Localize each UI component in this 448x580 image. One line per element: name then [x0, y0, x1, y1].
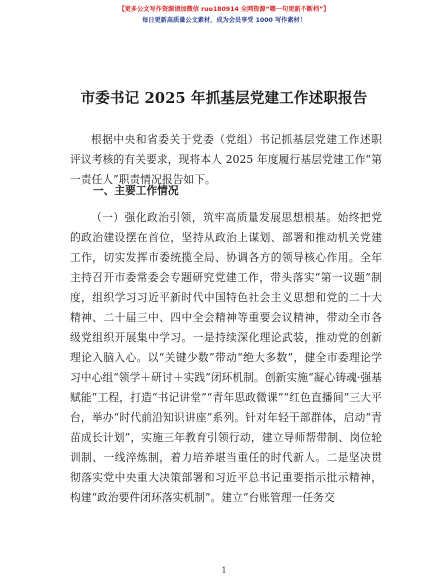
document-title: 市委书记 2025 年抓基层党建工作述职报告: [80, 90, 368, 107]
promo-banner-line2: 每日更新高质量公文素材，成为会员享受 1000 写作素材！: [142, 17, 306, 24]
body-paragraph: （一）强化政治引领，筑牢高质量发展思想根基。始终把党的政治建设摆在首位，坚持从政治上谋划、部署和推动机关党建工作，切实发挥市委统揽全局、协调各方的领导核心作用。全年主持召开市委常委会专题研究党建工作，带头落实“第一议题”制度，组织学习习近平新时代中国特色社会主义思想和党的二十大精神、二十届三中、四中全会精神等重要会议精神，带动全市各级党组织开展集中学习。一是持续深化理论武装，推动党的创新理论入脑入心。以“关键少数”带动“绝大多数”，健全市委理论学习中心组“领学＋研讨＋实践”闭环机制。创新实施“凝心铸魂·强基赋能”工程，打造“书记讲堂”“青年思政微课”“红色直播间”三大平台，举办“时代前沿知识讲座”系列。针对年轻干部群体，启动“青苗成长计划”，实施三年教育引领行动，建立导师帮带制、岗位轮训制、一线淬炼制，着力培养堪当重任的时代新人。二是坚决贯彻落实党中央重大决策部署和习近平总书记重要指示批示精神，构建“政治要件闭环落实机制”。建立“台账管理一任务交: [70, 211, 382, 504]
page-number: 1: [221, 566, 227, 575]
promo-banner-line1: 【更多公文写作资源请加微信 ruo180914 全网资源“哪一句更新不断档”】: [118, 6, 330, 13]
intro-paragraph: 根据中央和省委关于党委（党组）书记抓基层党建工作述职评议考核的有关要求，现将本人 2025 年度履行基层党建工作“第一责任人”职责情况报告如下。: [70, 133, 382, 186]
section-heading: 一、主要工作情况: [93, 184, 179, 197]
